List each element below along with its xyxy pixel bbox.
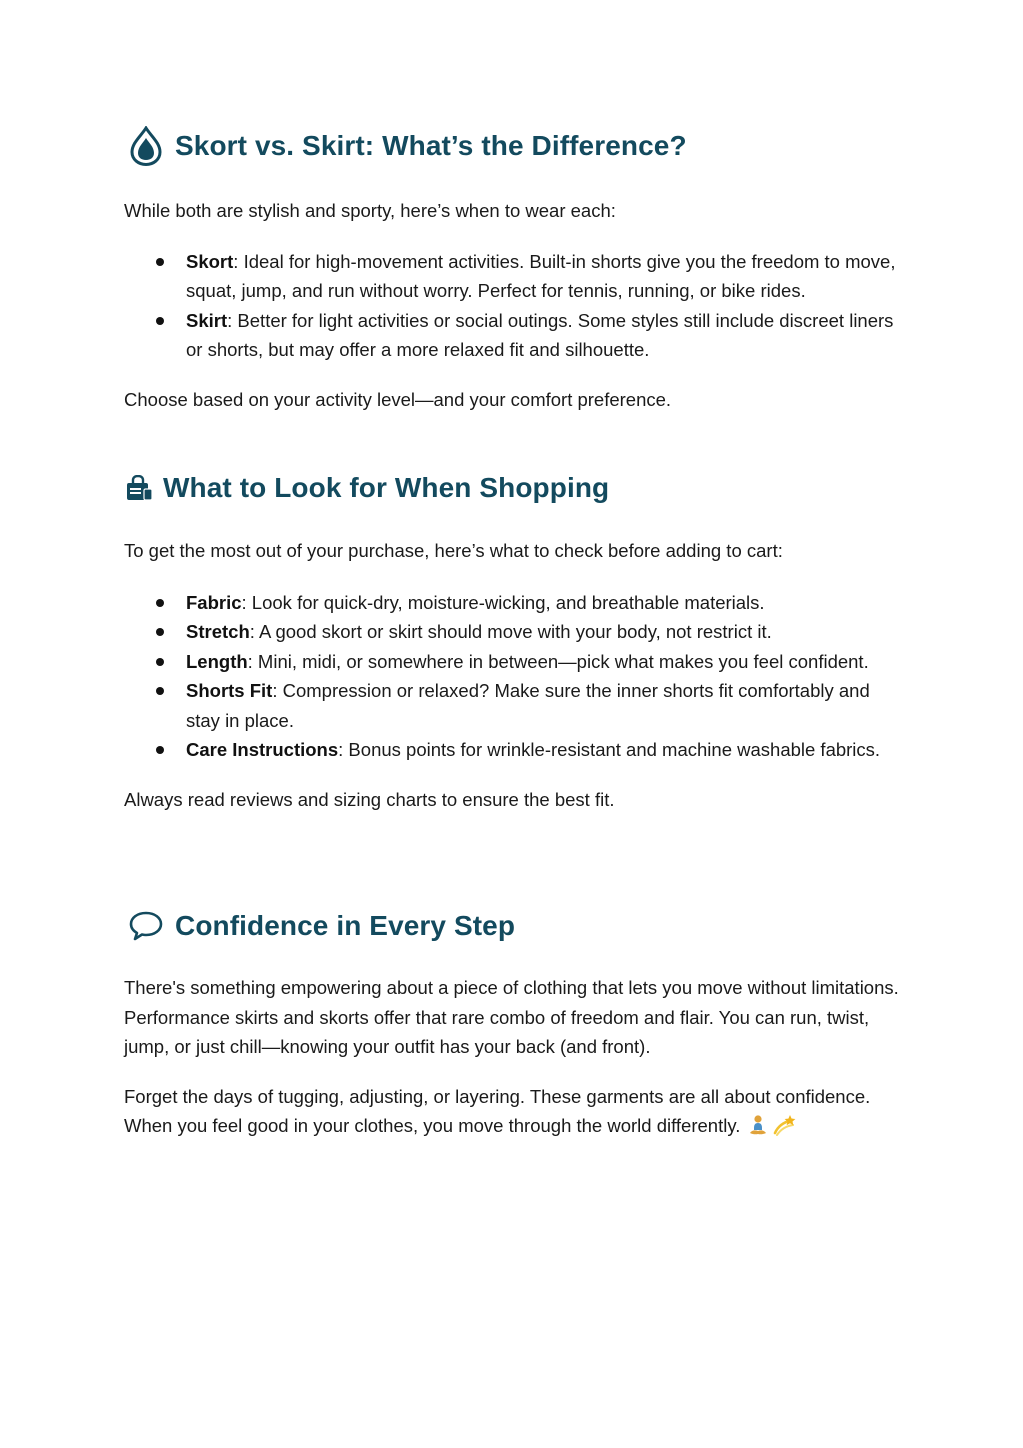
list-item [124, 617, 899, 647]
shopping-bag-icon [124, 468, 154, 508]
list-item-text: : Compression or relaxed? Make sure the inner shorts fit comfortably and stay in place. [186, 680, 870, 731]
list-item-term: Length [186, 650, 248, 672]
list-item-text: : Look for quick-dry, moisture-wicking, and breathable materials. [241, 591, 765, 613]
section-title: What to Look for When Shopping [163, 472, 610, 503]
section-intro: While both are stylish and sporty, here’s when to wear each: [124, 200, 616, 221]
list-item-text: : Ideal for high-movement activities. Built-in shorts give you the freedom to move, squat, jump, and run without worry. Perfect for tennis, running, or bike rides. [186, 250, 896, 301]
dizzy-star-icon [772, 1114, 796, 1145]
list-item [124, 306, 899, 365]
list-item-term: Stretch [186, 621, 250, 642]
bullet-list [124, 588, 899, 765]
section-confidence [124, 906, 899, 1145]
section-title: Confidence in Every Step [175, 910, 516, 941]
list-item-term: Shorts Fit [186, 680, 273, 701]
water-drop-icon [126, 126, 166, 166]
list-item-term: Fabric [186, 591, 242, 613]
section-outro: Always read reviews and sizing charts to ensure the best fit. [124, 788, 615, 810]
paragraph-text: Forget the days of tugging, adjusting, or layering. These garments are all about confidence. When you feel good in your clothes, you move through the world differently. [124, 1085, 871, 1136]
list-item [124, 647, 899, 677]
section-heading [124, 468, 899, 508]
section-paragraph: There's something empowering about a piece of clothing that lets you move without limitations. Performance skirts and skorts offer that rare combo of freedom and flair. You can run, twist, jump, or just chill—knowing your outfit has your back (and front). [124, 977, 899, 1057]
section-heading [124, 126, 899, 166]
meditating-person-icon [748, 1114, 768, 1145]
list-item-text: : Mini, midi, or somewhere in between—pick what makes you feel confident. [247, 650, 869, 672]
section-heading [124, 906, 899, 946]
section-title: Skort vs. Skirt: What’s the Difference? [175, 130, 687, 161]
list-item-text: : Better for light activities or social outings. Some styles still include discreet liners or shorts, but may offer a more relaxed fit and silhouette. [186, 309, 894, 360]
list-item-term: Skort [186, 250, 234, 272]
list-item [124, 676, 899, 735]
list-item-text: : Bonus points for wrinkle-resistant and machine washable fabrics. [338, 739, 881, 760]
list-item [124, 247, 899, 306]
list-item-term: Care Instructions [186, 739, 339, 760]
section-shopping [124, 468, 899, 814]
speech-bubble-icon [126, 906, 166, 946]
bullet-list [124, 247, 899, 365]
section-outro: Choose based on your activity level—and your comfort preference. [124, 388, 672, 410]
list-item [124, 588, 899, 618]
list-item-text: : A good skort or skirt should move with your body, not restrict it. [249, 621, 772, 642]
section-intro: To get the most out of your purchase, here’s what to check before adding to cart: [124, 540, 783, 561]
list-item [124, 735, 899, 765]
list-item-term: Skirt [186, 309, 228, 331]
section-skort-vs-skirt [124, 126, 899, 414]
section-paragraph [124, 1082, 899, 1145]
